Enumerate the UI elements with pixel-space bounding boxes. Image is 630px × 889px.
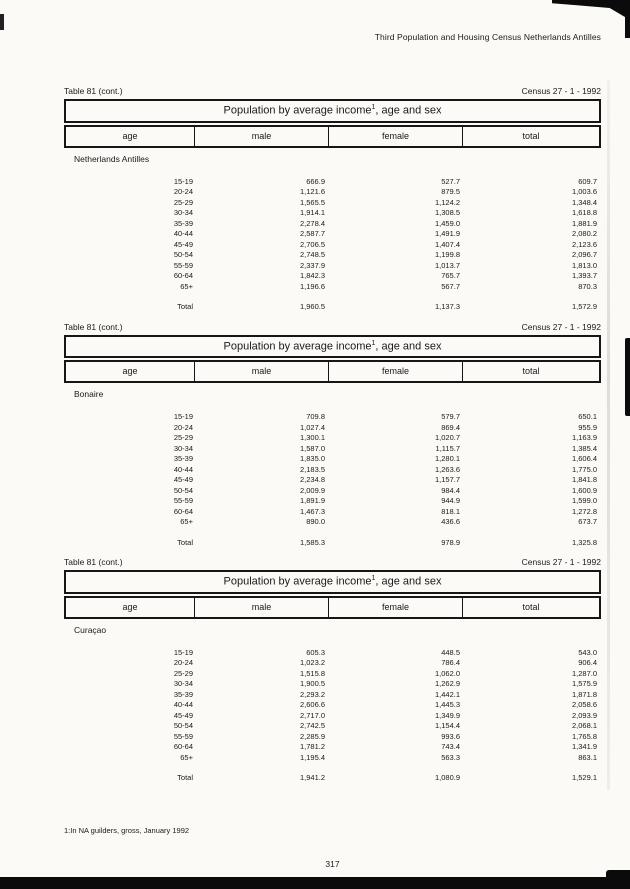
table-row: [64, 648, 601, 659]
column-header-total: total: [522, 366, 540, 377]
cell-male: 1,195.4: [299, 752, 325, 762]
total-female: 978.9: [441, 537, 460, 547]
table-title-suffix: , age and sex: [375, 340, 442, 353]
cell-total: 2,058.6: [571, 700, 597, 710]
cell-age: 55-59: [173, 731, 193, 741]
table-row: [64, 465, 601, 476]
table-title: [64, 335, 601, 359]
cell-total: 1,003.6: [571, 187, 597, 197]
cell-female: 1,157.7: [434, 475, 460, 485]
cell-total: 1,163.9: [571, 433, 597, 443]
cell-female: 944.9: [441, 496, 460, 506]
table-row: [64, 198, 601, 209]
region-label: Bonaire: [74, 389, 104, 400]
cell-female: 1,349.9: [434, 710, 460, 720]
scan-artifact-top-left: [0, 14, 4, 30]
table-section-curacao: [64, 557, 601, 784]
table-title: [64, 570, 601, 594]
cell-age: 30-34: [173, 443, 193, 453]
cell-female: 436.6: [441, 517, 460, 527]
cell-male: 2,748.5: [299, 250, 325, 260]
table-row: [64, 444, 601, 455]
table-meta-row: [64, 86, 601, 96]
cell-male: 1,587.0: [299, 443, 325, 453]
cell-total: 1,599.0: [571, 496, 597, 506]
cell-age: 20-24: [173, 658, 193, 668]
scan-artifact-right-top: [625, 0, 630, 38]
cell-total: 673.7: [578, 517, 597, 527]
scan-artifact-top-right: [552, 0, 630, 20]
footnote-reference: 1: [371, 575, 376, 583]
cell-female: 1,124.2: [434, 197, 460, 207]
cell-total: 2,068.1: [571, 721, 597, 731]
column-header-row: [64, 596, 601, 619]
cell-male: 2,183.5: [299, 464, 325, 474]
cell-male: 1,842.3: [299, 271, 325, 281]
cell-male: 1,515.8: [299, 668, 325, 678]
cell-male: 709.8: [306, 412, 325, 422]
cell-age: 35-39: [173, 218, 193, 228]
cell-male: 2,337.9: [299, 260, 325, 270]
cell-total: 1,272.8: [571, 506, 597, 516]
table-row: [64, 690, 601, 701]
cell-female: 1,459.0: [434, 218, 460, 228]
table-row: [64, 229, 601, 240]
census-date-label: Census 27 - 1 - 1992: [521, 86, 601, 96]
cell-male: 1,565.5: [299, 197, 325, 207]
cell-age: 60-64: [173, 271, 193, 281]
table-title-text: Population by average income: [223, 340, 372, 353]
scan-crease: [607, 80, 610, 790]
cell-female: 1,263.6: [434, 464, 460, 474]
total-label: Total: [177, 537, 193, 547]
cell-age: 20-24: [173, 187, 193, 197]
column-header-row: [64, 360, 601, 383]
cell-age: 40-44: [173, 229, 193, 239]
table-row: [64, 412, 601, 423]
cell-male: 1,467.3: [299, 506, 325, 516]
column-header-male: male: [195, 598, 329, 617]
cell-age: 65+: [180, 281, 193, 291]
table-row: [64, 423, 601, 434]
cell-total: 1,287.0: [571, 668, 597, 678]
column-header-total: total: [522, 601, 540, 612]
census-date-label: Census 27 - 1 - 1992: [521, 557, 601, 568]
cell-male: 1,781.2: [299, 742, 325, 752]
table-row: [64, 219, 601, 230]
cell-female: 1,407.4: [434, 239, 460, 249]
cell-total: 1,600.9: [571, 485, 597, 495]
cell-male: 1,023.2: [299, 658, 325, 668]
cell-total: 2,093.9: [571, 710, 597, 720]
cell-age: 30-34: [173, 679, 193, 689]
cell-total: 1,606.4: [571, 454, 597, 464]
table-body: [64, 177, 601, 293]
cell-age: 65+: [180, 752, 193, 762]
table-row: [64, 658, 601, 669]
cell-female: 1,280.1: [434, 454, 460, 464]
cell-female: 1,445.3: [434, 700, 460, 710]
footnote-reference: 1: [371, 339, 376, 347]
cell-age: 30-34: [173, 208, 193, 218]
cell-female: 818.1: [441, 506, 460, 516]
cell-total: 1,871.8: [571, 689, 597, 699]
table-row: [64, 187, 601, 198]
cell-female: 1,442.1: [434, 689, 460, 699]
table-row: [64, 282, 601, 293]
cell-male: 1,121.6: [299, 187, 325, 197]
cell-total: 955.9: [578, 422, 597, 432]
column-header-row: [64, 125, 601, 148]
cell-female: 1,491.9: [434, 229, 460, 239]
cell-male: 2,278.4: [299, 218, 325, 228]
table-title-suffix: , age and sex: [375, 104, 442, 117]
cell-total: 1,775.0: [571, 464, 597, 474]
cell-male: 1,835.0: [299, 454, 325, 464]
total-total: 1,529.1: [571, 773, 597, 783]
footnote: 1:In NA guilders, gross, January 1992: [64, 825, 190, 835]
table-row: [64, 261, 601, 272]
cell-male: 2,706.5: [299, 239, 325, 249]
table-row: [64, 679, 601, 690]
footnote-reference: 1: [371, 104, 376, 111]
table-row: [64, 475, 601, 486]
cell-male: 666.9: [306, 176, 325, 186]
total-row: [64, 538, 601, 549]
cell-age: 55-59: [173, 260, 193, 270]
cell-age: 45-49: [173, 239, 193, 249]
cell-male: 605.3: [306, 647, 325, 657]
cell-age: 50-54: [173, 250, 193, 260]
cell-age: 15-19: [173, 412, 193, 422]
table-row: [64, 732, 601, 743]
table-row: [64, 507, 601, 518]
cell-total: 1,393.7: [571, 271, 597, 281]
cell-total: 863.1: [578, 752, 597, 762]
column-header-age: age: [66, 362, 195, 381]
cell-age: 50-54: [173, 721, 193, 731]
cell-female: 1,115.7: [435, 443, 460, 453]
column-header-age: age: [66, 598, 195, 617]
cell-female: 1,020.7: [434, 433, 460, 443]
cell-age: 40-44: [173, 700, 193, 710]
total-male: 1,585.3: [299, 537, 325, 547]
cell-total: 906.4: [578, 658, 597, 668]
cell-total: 1,385.4: [571, 443, 597, 453]
table-meta-row: [64, 557, 601, 567]
cell-female: 1,262.9: [434, 679, 460, 689]
table-row: [64, 742, 601, 753]
scan-artifact-right-middle: [625, 338, 630, 416]
cell-age: 45-49: [173, 475, 193, 485]
table-row: [64, 454, 601, 465]
cell-male: 1,914.1: [299, 208, 325, 218]
cell-female: 579.7: [441, 412, 460, 422]
table-label: Table 81 (cont.): [64, 86, 123, 96]
cell-total: 1,813.0: [571, 260, 597, 270]
cell-male: 2,587.7: [299, 229, 325, 239]
column-header-female: female: [329, 362, 463, 381]
cell-male: 2,717.0: [299, 710, 325, 720]
total-female: 1,080.9: [434, 773, 460, 783]
table-title-suffix: , age and sex: [375, 575, 442, 588]
cell-female: 563.3: [441, 752, 460, 762]
cell-male: 1,900.5: [299, 679, 325, 689]
table-body: [64, 648, 601, 764]
cell-total: 1,881.9: [571, 218, 597, 228]
table-row: [64, 240, 601, 251]
table-row: [64, 753, 601, 764]
cell-male: 2,293.2: [299, 689, 325, 699]
region-label: Curaçao: [74, 624, 107, 635]
table-row: [64, 433, 601, 444]
table-section-bonaire: [64, 322, 601, 549]
table-row: [64, 711, 601, 722]
cell-total: 1,348.4: [571, 197, 597, 207]
table-row: [64, 271, 601, 282]
cell-total: 1,765.8: [571, 731, 597, 741]
cell-age: 60-64: [173, 742, 193, 752]
cell-age: 25-29: [173, 433, 193, 443]
cell-age: 35-39: [173, 454, 193, 464]
cell-female: 993.6: [441, 731, 460, 741]
document-content: [64, 86, 601, 869]
table-label: Table 81 (cont.): [64, 557, 123, 568]
census-date-label: Census 27 - 1 - 1992: [521, 321, 601, 332]
column-header-male: male: [195, 127, 329, 146]
cell-male: 2,742.5: [299, 721, 325, 731]
cell-male: 2,234.8: [299, 475, 325, 485]
cell-female: 1,154.4: [434, 721, 460, 731]
table-row: [64, 250, 601, 261]
cell-female: 567.7: [441, 281, 460, 291]
total-label: Total: [177, 773, 193, 783]
cell-male: 1,196.6: [299, 281, 325, 291]
table-title-text: Population by average income: [223, 104, 372, 117]
table-title-text: Population by average income: [223, 575, 372, 588]
table-section-netherlands-antilles: [64, 86, 601, 313]
total-total: 1,325.8: [571, 537, 597, 547]
cell-total: 1,841.8: [571, 475, 597, 485]
cell-male: 2,009.9: [299, 485, 325, 495]
table-row: [64, 669, 601, 680]
cell-female: 1,308.5: [434, 208, 460, 218]
table-row: [64, 517, 601, 528]
cell-age: 60-64: [173, 506, 193, 516]
table-row: [64, 721, 601, 732]
cell-female: 1,062.0: [434, 668, 460, 678]
cell-male: 1,300.1: [299, 433, 325, 443]
cell-age: 55-59: [173, 496, 193, 506]
table-title: [64, 99, 601, 123]
region-label: Netherlands Antilles: [74, 153, 150, 164]
total-row: [64, 773, 601, 784]
table-row: [64, 177, 601, 188]
cell-female: 527.7: [441, 176, 460, 186]
cell-total: 2,123.6: [571, 239, 597, 249]
table-row: [64, 700, 601, 711]
cell-female: 869.4: [441, 422, 460, 432]
cell-age: 20-24: [173, 422, 193, 432]
column-header-age: age: [66, 127, 195, 146]
table-body: [64, 412, 601, 528]
cell-total: 2,096.7: [571, 250, 597, 260]
cell-age: 15-19: [173, 176, 193, 186]
cell-total: 543.0: [578, 647, 597, 657]
cell-total: 1,618.8: [571, 208, 597, 218]
total-female: 1,137.3: [434, 302, 460, 312]
cell-female: 786.4: [441, 658, 460, 668]
column-header-total: total: [522, 130, 540, 141]
cell-age: 25-29: [173, 197, 193, 207]
cell-age: 35-39: [173, 689, 193, 699]
cell-total: 1,341.9: [571, 742, 597, 752]
cell-male: 890.0: [306, 517, 325, 527]
column-header-female: female: [329, 598, 463, 617]
cell-age: 40-44: [173, 464, 193, 474]
cell-age: 65+: [180, 517, 193, 527]
cell-female: 743.4: [441, 742, 460, 752]
total-male: 1,941.2: [299, 773, 325, 783]
table-row: [64, 496, 601, 507]
total-row: [64, 302, 601, 313]
total-male: 1,960.5: [299, 302, 325, 312]
cell-age: 45-49: [173, 710, 193, 720]
cell-female: 984.4: [441, 485, 460, 495]
cell-total: 870.3: [578, 281, 597, 291]
scan-artifact-bottom-bar: [0, 877, 630, 889]
cell-total: 650.1: [578, 412, 597, 422]
table-label: Table 81 (cont.): [64, 321, 123, 332]
cell-female: 765.7: [441, 271, 460, 281]
cell-total: 1,575.9: [571, 679, 597, 689]
cell-male: 1,891.9: [299, 496, 325, 506]
page-number: 317: [325, 858, 340, 869]
cell-female: 448.5: [441, 647, 460, 657]
cell-female: 1,013.7: [434, 260, 460, 270]
cell-female: 1,199.8: [434, 250, 460, 260]
scan-artifact-bottom-right: [606, 870, 630, 879]
cell-total: 609.7: [578, 176, 597, 186]
total-total: 1,572.9: [571, 302, 597, 312]
cell-male: 1,027.4: [299, 422, 325, 432]
total-label: Total: [177, 302, 193, 312]
cell-age: 50-54: [173, 485, 193, 495]
table-row: [64, 208, 601, 219]
cell-age: 25-29: [173, 668, 193, 678]
table-meta-row: [64, 322, 601, 332]
cell-female: 879.5: [441, 187, 460, 197]
cell-age: 15-19: [173, 647, 193, 657]
table-row: [64, 486, 601, 497]
cell-male: 2,285.9: [299, 731, 325, 741]
cell-male: 2,606.6: [299, 700, 325, 710]
cell-total: 2,080.2: [571, 229, 597, 239]
document-header: Third Population and Housing Census Netherlands Antilles: [374, 32, 601, 42]
column-header-female: female: [329, 127, 463, 146]
column-header-male: male: [195, 362, 329, 381]
